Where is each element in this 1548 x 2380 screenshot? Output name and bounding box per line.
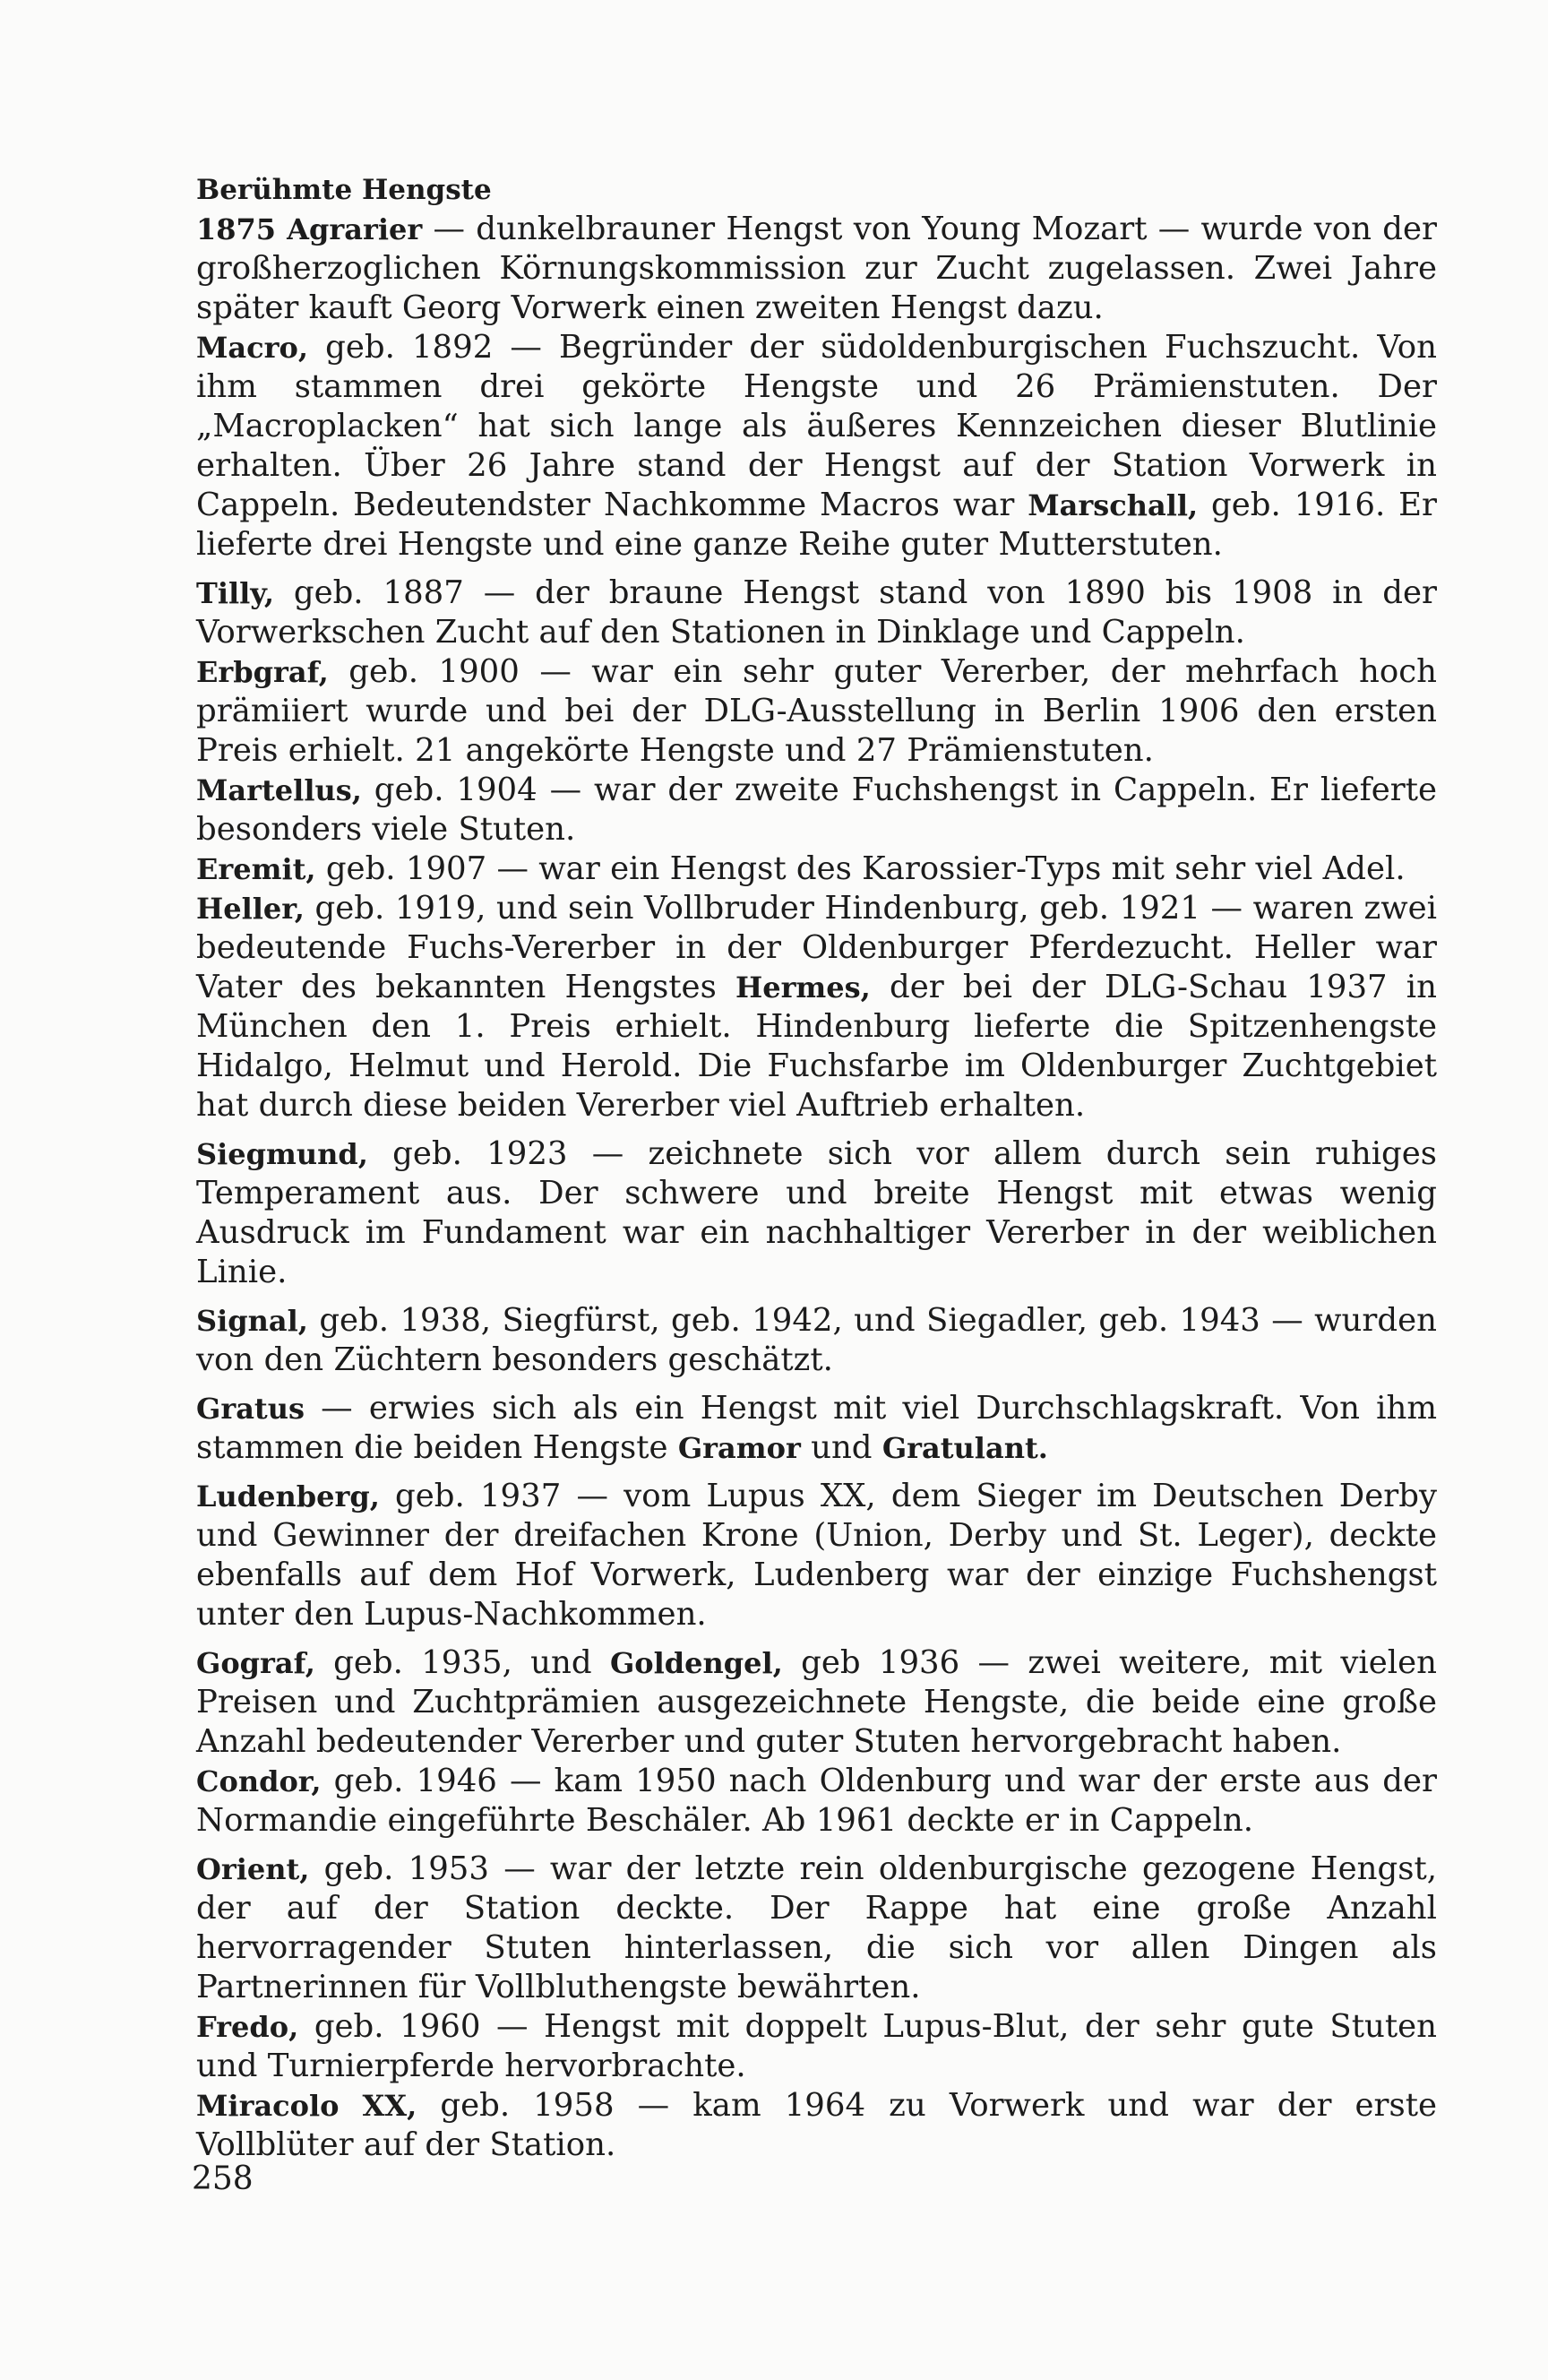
entry-text: — dunkelbrauner Hengst von Young Mozart — wurde von der großherzoglichen Körnungskommission zur Zucht zugelassen. Zwei Jahre später kauft Georg Vorwerk einen zweiten Hengst dazu.	[196, 211, 1437, 326]
entry-macro	[196, 328, 1437, 565]
entry-text: geb. 1919, und sein Vollbruder Hindenburg, geb. 1921 — waren zwei bedeutende Fuchs-Vererber in der Oldenburger Pferdezucht. Heller war Vater des bekannten Hengstes	[196, 890, 1437, 1005]
entry-text: geb. 1923 — zeichnete sich vor allem durch sein ruhiges Temperament aus. Der schwere und breite Hengst mit etwas wenig Ausdruck im Fundament war ein nachhaltiger Vererber in der weiblichen Linie.	[196, 1135, 1437, 1290]
entry-fredo	[196, 2007, 1437, 2086]
entry-gograf	[196, 1643, 1437, 1762]
entry-text: geb. 1953 — war der letzte rein oldenburgische gezogene Hengst, der auf der Station deckte. Der Rappe hat eine große Anzahl hervorragender Stuten hinterlassen, die sich vor allen Dingen als Partnerinnen für Vollbluthengste bewährten.	[196, 1850, 1437, 2005]
entry-agrarier	[196, 210, 1437, 328]
horse-name: Goldengel,	[609, 1646, 783, 1680]
entry-signal	[196, 1301, 1437, 1380]
horse-name: Miracolo XX,	[196, 2089, 417, 2123]
entry-text: geb. 1935, und	[314, 1644, 610, 1681]
horse-name: Gratus	[196, 1392, 305, 1426]
entry-text: geb. 1907 — war ein Hengst des Karossier-Typs mit sehr viel Adel.	[315, 850, 1406, 887]
entry-text: geb. 1904 — war der zweite Fuchshengst in Cappeln. Er lieferte besonders viele Stuten.	[196, 772, 1437, 848]
section-heading: Berühmte Hengste	[196, 174, 492, 206]
entry-text: geb. 1887 — der braune Hengst stand von 1890 bis 1908 in der Vorwerkschen Zucht auf den Stationen in Dinklage und Cappeln.	[196, 574, 1437, 651]
entry-text: geb. 1937 — vom Lupus XX, dem Sieger im Deutschen Derby und Gewinner der dreifachen Krone (Union, Derby und St. Leger), deckte ebenfalls auf dem Hof Vorwerk, Ludenberg war der einzige Fuchshengst unter den Lupus-Nachkommen.	[196, 1478, 1437, 1633]
entry-eremit	[196, 849, 1437, 889]
horse-name: Macro,	[196, 331, 308, 365]
entry-text: geb. 1938, Siegfürst, geb. 1942, und Siegadler, geb. 1943 — wurden von den Züchtern besonders geschätzt.	[196, 1302, 1437, 1378]
horse-name: Erbgraf,	[196, 655, 329, 689]
horse-name: Gratulant.	[882, 1431, 1048, 1465]
entry-text: geb. 1960 — Hengst mit doppelt Lupus-Blut, der sehr gute Stuten und Turnierpferde hervorbrachte.	[196, 2008, 1437, 2084]
entry-text: — erwies sich als ein Hengst mit viel Durchschlagskraft. Von ihm stammen die beiden Hengste	[196, 1390, 1437, 1466]
horse-name: Fredo,	[196, 2010, 299, 2044]
entry-text: geb 1936 — zwei weitere, mit vielen Preisen und Zuchtprämien ausgezeichnete Hengste, die beide eine große Anzahl bedeutender Vererber und guter Stuten hervorgebracht haben.	[196, 1644, 1437, 1760]
entry-text: geb. 1900 — war ein sehr guter Vererber, der mehrfach hoch prämiiert wurde und bei der DLG-Ausstellung in Berlin 1906 den ersten Preis erhielt. 21 angekörte Hengste und 27 Prämienstuten.	[196, 653, 1437, 769]
entry-text: und	[800, 1429, 882, 1466]
horse-name: Eremit,	[196, 852, 316, 886]
entry-condor	[196, 1762, 1437, 1841]
horse-name: Heller,	[196, 892, 305, 926]
horse-name: Condor,	[196, 1764, 322, 1798]
horse-name: Siegmund,	[196, 1137, 368, 1171]
entry-gratus	[196, 1389, 1437, 1468]
entry-orient	[196, 1850, 1437, 2007]
horse-name: Signal,	[196, 1304, 308, 1338]
horse-name: Martellus,	[196, 773, 362, 807]
page-body	[196, 170, 1437, 2165]
entry-text: geb. 1946 — kam 1950 nach Oldenburg und war der erste aus der Normandie eingeführte Beschäler. Ab 1961 deckte er in Cappeln.	[196, 1763, 1437, 1839]
horse-name: Gramor	[677, 1431, 801, 1465]
entry-ludenberg	[196, 1477, 1437, 1634]
entry-martellus	[196, 771, 1437, 849]
entry-text: geb. 1892 — Begründer der südoldenburgischen Fuchszucht. Von ihm stammen drei gekörte Hengste und 26 Prämienstuten. Der „Macroplacken“ hat sich lange als äußeres Kennzeichen dieser Blutlinie erhalten. Über 26 Jahre stand der Hengst auf der Station Vorwerk in Cappeln. Bedeutendster Nachkomme Macros war	[196, 329, 1437, 523]
horse-name: 1875 Agrarier	[196, 212, 423, 246]
horse-name: Ludenberg,	[196, 1479, 380, 1513]
entry-text: geb. 1916. Er lieferte drei Hengste und eine ganze Reihe guter Mutterstuten.	[196, 487, 1437, 563]
entry-tilly	[196, 573, 1437, 652]
horse-name: Gograf,	[196, 1646, 315, 1680]
horse-name: Hermes,	[735, 970, 871, 1005]
entry-text: der bei der DLG-Schau 1937 in München den 1. Preis erhielt. Hindenburg lieferte die Spitzenhengste Hidalgo, Helmut und Herold. Die Fuchsfarbe im Oldenburger Zuchtgebiet hat durch diese beiden Vererber viel Auftrieb erhalten.	[196, 969, 1438, 1124]
horse-name: Marschall,	[1028, 488, 1199, 522]
horse-name: Orient,	[196, 1852, 310, 1886]
entry-siegmund	[196, 1134, 1437, 1292]
page-number: 258	[192, 2160, 254, 2197]
entry-miracolo	[196, 2086, 1437, 2165]
entry-text: geb. 1958 — kam 1964 zu Vorwerk und war der erste Vollblüter auf der Station.	[196, 2087, 1438, 2163]
horse-name: Tilly,	[196, 576, 274, 610]
entry-erbgraf	[196, 652, 1437, 771]
entry-heller	[196, 889, 1437, 1125]
